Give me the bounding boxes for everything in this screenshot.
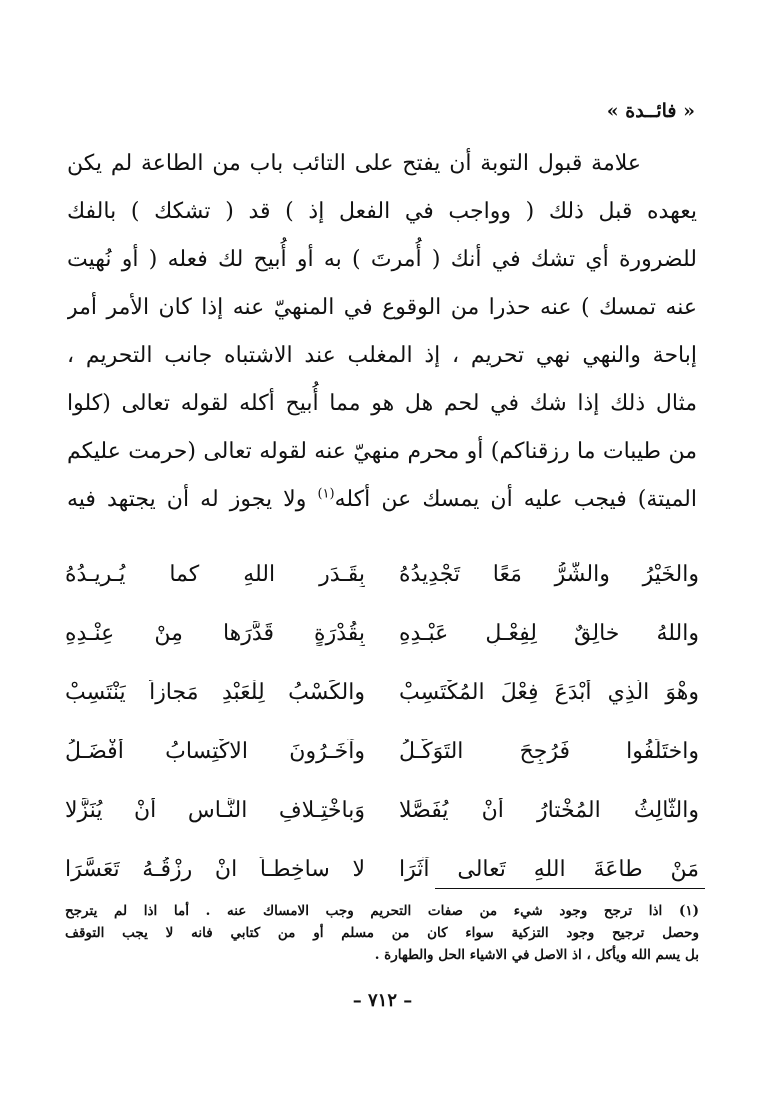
verse-second-hemistich: وَباخْتِـلافِ النَّـاسِ أَنْ يُنَزَّلا <box>65 798 365 823</box>
footnote-line: (١) اذا ترجح وجود شيء من صفات التحريم وجب الامساك عنه . أما اذا لم يترجح <box>65 903 699 919</box>
verse-first-hemistich: وهْوَ الّذِي أَبْدَعَ فِعْلَ المُكْتَسِبْ <box>399 680 699 705</box>
verse-second-hemistich: بِقُدْرَةٍ قَدَّرَها مِنْ عِنْـدِهِ <box>65 621 365 646</box>
paragraph-line: من طيبات ما رزقناكم) أو محرم منهيّ عنه لقوله تعالى (حرمت عليكم <box>67 439 697 464</box>
paragraph-last-line <box>67 476 697 524</box>
paragraph-text: الميتة) فيجب عليه أن يمسك عن أكله <box>334 487 697 512</box>
verse-first-hemistich: والثَّالِثُ المُخْتارُ أَنْ يُفَصَّلا <box>399 798 699 823</box>
poem-verse <box>65 722 699 781</box>
verse-second-hemistich: وآخَـرُونَ الاكْتِسابُ أَفْضَـلُ <box>65 739 365 764</box>
paragraph-line: عنه تمسك ) عنه حذرا من الوقوع في المنهيّ عنه إذا كان الأمر أمر <box>67 295 697 320</box>
poem-verse <box>65 604 699 663</box>
footnote-line: بل يسم الله ويأكل ، اذ الاصل في الاشياء الحل والطهارة . <box>374 947 699 963</box>
poem <box>65 545 699 899</box>
paragraph-line: للضرورة أي تشك في أنك ( أُمرتَ ) به أو أُبيح لك فعله ( أو نُهيت <box>67 247 697 272</box>
verse-first-hemistich: واللهُ خالِقٌ لِفِعْـلِ عَبْـدِهِ <box>399 621 699 646</box>
verse-first-hemistich: والخَيْرُ والشَّرُّ مَعًا تَجْدِيدُهُ <box>399 562 699 587</box>
section-heading: « فائــدة » <box>606 100 695 122</box>
poem-verse <box>65 663 699 722</box>
verse-first-hemistich: مَنْ طاعَةَ اللهِ تَعالى آثَرَا <box>399 857 699 882</box>
footnote-line: وحصل ترجيح وجود التزكية سواء كان من مسلم أو من كتابي فانه لا يجب التوقف <box>65 925 699 941</box>
poem-verse <box>65 545 699 604</box>
poem-verse <box>65 840 699 899</box>
poem-verse <box>65 781 699 840</box>
verse-first-hemistich: واختَلَفُوا فَرُجِحَ التَوَكُّـلُ <box>399 739 699 764</box>
paragraph-line: مثال ذلك إذا شك في لحم هل هو مما أُبيح أكله لقوله تعالى (كلوا <box>67 391 697 416</box>
paragraph-line: علامة قبول التوبة أن يفتح على التائب باب من الطاعة لم يكن <box>67 151 641 176</box>
paragraph-line: إباحة والنهي نهي تحريم ، إذ المغلب عند الاشتباه جانب التحريم ، <box>67 343 697 368</box>
footnote-reference-mark: (١) <box>317 486 335 502</box>
paragraph-text: ولا يجوز له أن يجتهد فيه <box>67 487 318 512</box>
footnote <box>65 900 699 966</box>
footnote-divider <box>435 888 705 889</box>
verse-second-hemistich: بِقَـدَرِ اللهِ كما يُـرِيـدُهُ <box>65 562 365 587</box>
main-paragraph <box>67 140 697 524</box>
page-number: – ٧١٢ – <box>352 990 413 1011</box>
paragraph-line: يعهده قبل ذلك ( وواجب في الفعل إذ ) قد ( تشكك ) بالفك <box>67 199 697 224</box>
verse-second-hemistich: والكَسْبُ لِلْعَبْدِ مَجازاً يَنْتَسِبْ <box>65 680 365 705</box>
verse-second-hemistich: لا ساخِطـاً انْ رِزْقُـهُ تَعَسَّرَا <box>65 857 365 882</box>
